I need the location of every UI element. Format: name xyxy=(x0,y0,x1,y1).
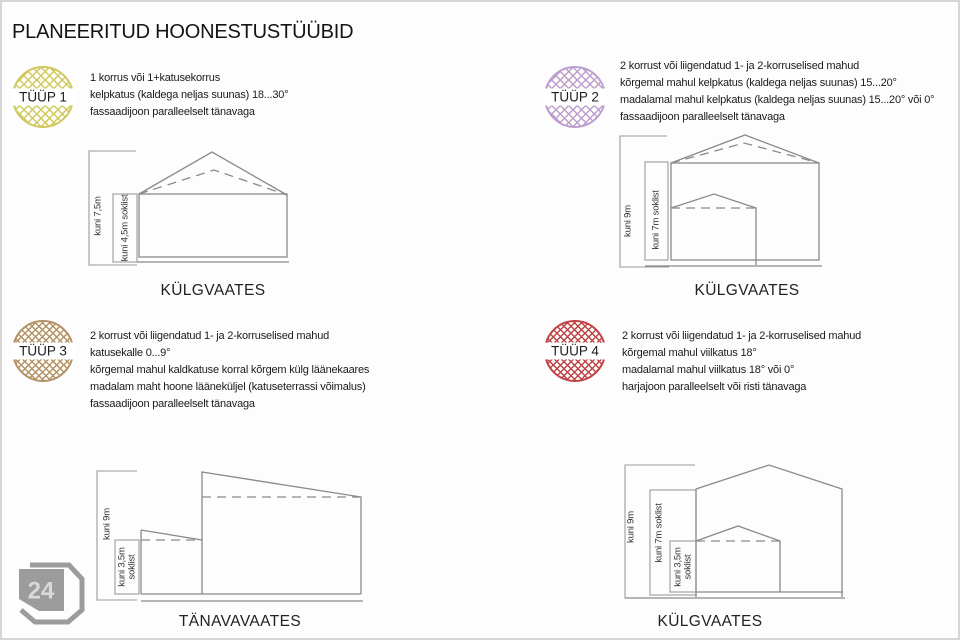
low-volume-roof-solid xyxy=(141,530,202,540)
tyyp3-badge xyxy=(12,320,74,382)
dim-label: soklist xyxy=(682,554,694,580)
desc-line: 2 korrust või liigendatud 1- ja 2-korruselised mahud xyxy=(620,60,860,72)
desc-line: kõrgemal mahul viilkatus 18° xyxy=(622,347,757,359)
dim-label: kuni 9m xyxy=(625,511,637,543)
tyyp2-label: TÜÜP 2 xyxy=(543,89,607,106)
dim-label: kuni 9m xyxy=(622,205,634,237)
house-outline xyxy=(141,472,363,601)
view-caption: KÜLGVAATES xyxy=(657,613,763,630)
house-body xyxy=(671,163,819,260)
tyyp4-label: TÜÜP 4 xyxy=(543,343,607,360)
page-title: PLANEERITUD HOONESTUSTÜÜBID xyxy=(12,21,354,43)
dimension-lines xyxy=(89,151,137,265)
desc-line: madalam maht hoone lääneküljel (katuseterrassi võimalus) xyxy=(90,381,366,393)
house-outline xyxy=(137,152,289,262)
dim-label: kuni 3,5m xyxy=(116,547,128,587)
tyyp1-badge xyxy=(12,66,74,128)
dim-label: kuni 7m soklist xyxy=(653,503,665,563)
desc-line: fassaadijoon paralleelselt tänavaga xyxy=(90,398,255,410)
tall-volume-outline xyxy=(696,465,842,597)
house-body xyxy=(139,194,287,257)
roof-solid xyxy=(139,152,287,195)
tyyp3-description xyxy=(90,328,369,413)
dim-label: kuni 7,5m xyxy=(92,196,104,236)
desc-line: fassaadijoon paralleelselt tänavaga xyxy=(620,111,785,123)
tyyp1-label: TÜÜP 1 xyxy=(11,89,75,106)
roof-dashed xyxy=(671,143,819,163)
desc-line: 2 korrust või liigendatud 1- ja 2-korruselised mahud xyxy=(90,330,330,342)
desc-line: harjajoon paralleelselt või risti tänavaga xyxy=(622,381,807,393)
desc-line: fassaadijoon paralleelselt tänavaga xyxy=(90,106,255,118)
dimension-lines xyxy=(625,465,696,598)
view-caption: TÄNAVAVAATES xyxy=(178,613,302,630)
tyyp2-side-view-drawing xyxy=(612,128,832,273)
tyyp1-description xyxy=(90,70,288,121)
page-number: 24 xyxy=(27,577,55,605)
dimension-lines xyxy=(97,471,139,600)
tyyp4-side-view-drawing xyxy=(617,457,852,607)
tyyp4-description xyxy=(622,328,861,396)
desc-line: 2 korrust või liigendatud 1- ja 2-korruselised mahud xyxy=(622,330,862,342)
desc-line: kelpkatus (kaldega neljas suunas) 18...30° xyxy=(90,89,289,101)
desc-line: kõrgemal mahul kaldkatuse korral kõrgem külg läänekaares xyxy=(90,364,370,376)
dim-label: kuni 9m xyxy=(101,508,113,540)
tyyp3-street-view-drawing xyxy=(87,462,379,607)
desc-line: katusekalle 0...9° xyxy=(90,347,171,359)
desc-line: kõrgemal mahul kelpkatus (kaldega neljas suunas) 15...20° xyxy=(620,77,897,89)
desc-line: madalamal mahul kelpkatus (kaldega neljas suunas) 15...20° või 0° xyxy=(620,94,935,106)
desc-line: madalamal mahul viilkatus 18° või 0° xyxy=(622,364,795,376)
dim-label: kuni 4,5m soklist xyxy=(119,194,131,262)
tyyp4-badge xyxy=(544,320,606,382)
dim-label: soklist xyxy=(126,554,138,580)
tyyp2-badge xyxy=(544,66,606,128)
tyyp2-description xyxy=(620,58,934,126)
tyyp1-side-view-drawing xyxy=(82,144,297,269)
desc-line: 1 korrus või 1+katusekorrus xyxy=(90,72,221,84)
view-caption: KÜLGVAATES xyxy=(694,282,800,299)
dim-label: kuni 7m soklist xyxy=(650,190,662,250)
low-volume-roof xyxy=(696,526,780,592)
house-outline xyxy=(645,135,822,266)
dim-label: kuni 3,5m xyxy=(672,547,684,587)
dimension-lines xyxy=(620,136,669,267)
roof-solid xyxy=(671,135,819,163)
tall-volume-outline xyxy=(202,472,361,594)
low-volume-roof xyxy=(671,194,756,265)
view-caption: KÜLGVAATES xyxy=(160,282,266,299)
page-number-badge xyxy=(8,554,92,632)
tyyp3-label: TÜÜP 3 xyxy=(11,343,75,360)
